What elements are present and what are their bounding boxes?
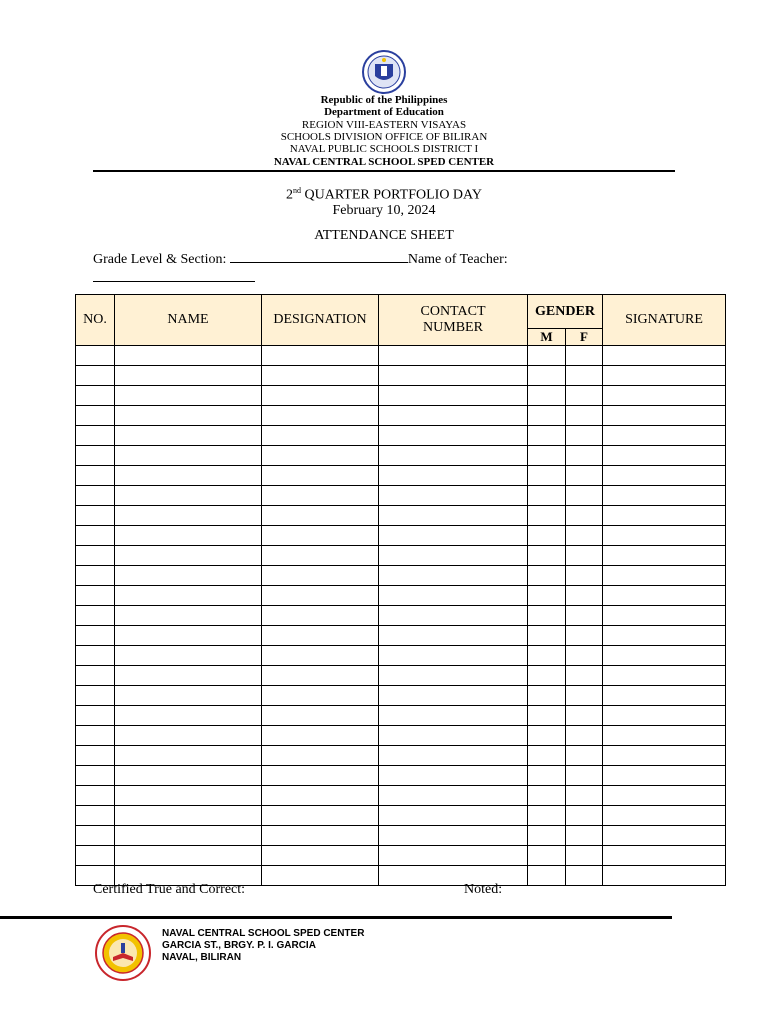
cell-contact[interactable] bbox=[379, 746, 528, 766]
cell-female[interactable] bbox=[566, 786, 603, 806]
cell-name[interactable] bbox=[115, 526, 262, 546]
grade-teacher-line bbox=[93, 250, 508, 268]
cell-designation[interactable] bbox=[262, 686, 379, 706]
cell-male[interactable] bbox=[528, 746, 566, 766]
cell-male[interactable] bbox=[528, 406, 566, 426]
republic-line: Republic of the Philippines bbox=[320, 94, 448, 106]
cell-signature[interactable] bbox=[603, 686, 726, 706]
cell-designation[interactable] bbox=[262, 486, 379, 506]
cell-contact[interactable] bbox=[379, 766, 528, 786]
cell-designation[interactable] bbox=[262, 746, 379, 766]
table-row bbox=[76, 506, 726, 526]
cell-female[interactable] bbox=[566, 666, 603, 686]
cell-no[interactable] bbox=[76, 546, 115, 566]
cell-female[interactable] bbox=[566, 746, 603, 766]
cell-no[interactable] bbox=[76, 806, 115, 826]
cell-male[interactable] bbox=[528, 806, 566, 826]
event-title: 2nd QUARTER PORTFOLIO DAY bbox=[286, 186, 482, 203]
cell-contact[interactable] bbox=[379, 526, 528, 546]
cell-no[interactable] bbox=[76, 446, 115, 466]
cell-name[interactable] bbox=[115, 826, 262, 846]
cell-designation[interactable] bbox=[262, 346, 379, 366]
district-line: NAVAL PUBLIC SCHOOLS DISTRICT I bbox=[289, 143, 479, 155]
cell-contact[interactable] bbox=[379, 666, 528, 686]
cell-contact[interactable] bbox=[379, 386, 528, 406]
cell-male[interactable] bbox=[528, 486, 566, 506]
cell-male[interactable] bbox=[528, 846, 566, 866]
cell-name[interactable] bbox=[115, 366, 262, 386]
cell-no[interactable] bbox=[76, 846, 115, 866]
table-row bbox=[76, 526, 726, 546]
table-row bbox=[76, 626, 726, 646]
cell-male[interactable] bbox=[528, 546, 566, 566]
cell-female[interactable] bbox=[566, 546, 603, 566]
cell-signature[interactable] bbox=[603, 866, 726, 886]
col-header-no: NO. bbox=[76, 295, 115, 346]
cell-name[interactable] bbox=[115, 426, 262, 446]
cell-no[interactable] bbox=[76, 646, 115, 666]
cell-no[interactable] bbox=[76, 726, 115, 746]
cell-no[interactable] bbox=[76, 386, 115, 406]
footer-divider bbox=[0, 916, 672, 919]
cell-signature[interactable] bbox=[603, 526, 726, 546]
cell-name[interactable] bbox=[115, 486, 262, 506]
cell-female[interactable] bbox=[566, 446, 603, 466]
table-row bbox=[76, 686, 726, 706]
cell-signature[interactable] bbox=[603, 426, 726, 446]
table-row bbox=[76, 746, 726, 766]
cell-name[interactable] bbox=[115, 606, 262, 626]
table-row bbox=[76, 826, 726, 846]
cell-female[interactable] bbox=[566, 426, 603, 446]
teacher-field[interactable] bbox=[93, 281, 255, 282]
cell-no[interactable] bbox=[76, 666, 115, 686]
cell-male[interactable] bbox=[528, 566, 566, 586]
grade-label: Grade Level & Section: bbox=[93, 252, 230, 267]
cell-female[interactable] bbox=[566, 806, 603, 826]
cell-designation[interactable] bbox=[262, 806, 379, 826]
cell-name[interactable] bbox=[115, 786, 262, 806]
cell-name[interactable] bbox=[115, 806, 262, 826]
table-row bbox=[76, 406, 726, 426]
cell-contact[interactable] bbox=[379, 426, 528, 446]
cell-contact[interactable] bbox=[379, 786, 528, 806]
cell-male[interactable] bbox=[528, 446, 566, 466]
cell-male[interactable] bbox=[528, 706, 566, 726]
cell-contact[interactable] bbox=[379, 706, 528, 726]
cell-female[interactable] bbox=[566, 366, 603, 386]
cell-male[interactable] bbox=[528, 646, 566, 666]
table-row bbox=[76, 386, 726, 406]
cell-no[interactable] bbox=[76, 686, 115, 706]
cell-female[interactable] bbox=[566, 726, 603, 746]
cell-contact[interactable] bbox=[379, 346, 528, 366]
col-header-signature: SIGNATURE bbox=[603, 295, 726, 346]
cell-signature[interactable] bbox=[603, 346, 726, 366]
cell-no[interactable] bbox=[76, 366, 115, 386]
cell-signature[interactable] bbox=[603, 546, 726, 566]
department-line: Department of Education bbox=[324, 106, 444, 118]
cell-signature[interactable] bbox=[603, 786, 726, 806]
cell-contact[interactable] bbox=[379, 626, 528, 646]
cell-name[interactable] bbox=[115, 386, 262, 406]
cell-male[interactable] bbox=[528, 786, 566, 806]
cell-designation[interactable] bbox=[262, 706, 379, 726]
cell-name[interactable] bbox=[115, 726, 262, 746]
table-row bbox=[76, 666, 726, 686]
cell-designation[interactable] bbox=[262, 386, 379, 406]
col-header-name: NAME bbox=[115, 295, 262, 346]
cell-female[interactable] bbox=[566, 406, 603, 426]
table-row bbox=[76, 486, 726, 506]
cell-male[interactable] bbox=[528, 466, 566, 486]
col-header-gender: GENDER bbox=[528, 295, 603, 329]
cell-contact[interactable] bbox=[379, 546, 528, 566]
cell-name[interactable] bbox=[115, 566, 262, 586]
table-row bbox=[76, 466, 726, 486]
cell-designation[interactable] bbox=[262, 586, 379, 606]
cell-contact[interactable] bbox=[379, 726, 528, 746]
cell-name[interactable] bbox=[115, 766, 262, 786]
cell-male[interactable] bbox=[528, 386, 566, 406]
footer-street: GARCIA ST., BRGY. P. I. GARCIA bbox=[162, 940, 316, 951]
cell-female[interactable] bbox=[566, 526, 603, 546]
cell-signature[interactable] bbox=[603, 606, 726, 626]
table-row bbox=[76, 606, 726, 626]
sheet-title: ATTENDANCE SHEET bbox=[314, 228, 454, 243]
cell-no[interactable] bbox=[76, 506, 115, 526]
table-row bbox=[76, 806, 726, 826]
cell-signature[interactable] bbox=[603, 806, 726, 826]
cell-designation[interactable] bbox=[262, 466, 379, 486]
cell-no[interactable] bbox=[76, 566, 115, 586]
table-row bbox=[76, 546, 726, 566]
noted-label: Noted: bbox=[464, 882, 503, 897]
cell-designation[interactable] bbox=[262, 766, 379, 786]
col-header-designation: DESIGNATION bbox=[262, 295, 379, 346]
cell-contact[interactable] bbox=[379, 586, 528, 606]
cell-no[interactable] bbox=[76, 626, 115, 646]
cell-no[interactable] bbox=[76, 606, 115, 626]
cell-name[interactable] bbox=[115, 466, 262, 486]
cell-female[interactable] bbox=[566, 346, 603, 366]
cell-name[interactable] bbox=[115, 846, 262, 866]
cell-no[interactable] bbox=[76, 486, 115, 506]
school-line: NAVAL CENTRAL SCHOOL SPED CENTER bbox=[273, 156, 495, 168]
cell-name[interactable] bbox=[115, 586, 262, 606]
cell-designation[interactable] bbox=[262, 626, 379, 646]
cell-female[interactable] bbox=[566, 766, 603, 786]
table-row bbox=[76, 586, 726, 606]
event-date: February 10, 2024 bbox=[332, 203, 436, 218]
cell-contact[interactable] bbox=[379, 486, 528, 506]
cell-female[interactable] bbox=[566, 626, 603, 646]
cell-male[interactable] bbox=[528, 346, 566, 366]
cell-female[interactable] bbox=[566, 586, 603, 606]
cell-signature[interactable] bbox=[603, 726, 726, 746]
cell-signature[interactable] bbox=[603, 406, 726, 426]
cell-contact[interactable] bbox=[379, 446, 528, 466]
cell-signature[interactable] bbox=[603, 466, 726, 486]
cell-signature[interactable] bbox=[603, 446, 726, 466]
cell-male[interactable] bbox=[528, 866, 566, 886]
cell-male[interactable] bbox=[528, 666, 566, 686]
cell-designation[interactable] bbox=[262, 666, 379, 686]
cell-no[interactable] bbox=[76, 526, 115, 546]
teacher-label: Name of Teacher: bbox=[407, 252, 508, 267]
cell-male[interactable] bbox=[528, 726, 566, 746]
cell-female[interactable] bbox=[566, 566, 603, 586]
cell-female[interactable] bbox=[566, 846, 603, 866]
division-line: SCHOOLS DIVISION OFFICE OF BILIRAN bbox=[280, 131, 488, 143]
cell-name[interactable] bbox=[115, 506, 262, 526]
cell-male[interactable] bbox=[528, 506, 566, 526]
cell-designation[interactable] bbox=[262, 366, 379, 386]
col-header-female: F bbox=[566, 329, 603, 346]
cell-designation[interactable] bbox=[262, 546, 379, 566]
cell-designation[interactable] bbox=[262, 826, 379, 846]
cell-name[interactable] bbox=[115, 666, 262, 686]
region-line: REGION VIII-EASTERN VISAYAS bbox=[301, 119, 467, 131]
cell-contact[interactable] bbox=[379, 866, 528, 886]
cell-designation[interactable] bbox=[262, 606, 379, 626]
cell-no[interactable] bbox=[76, 746, 115, 766]
cell-contact[interactable] bbox=[379, 646, 528, 666]
cell-designation[interactable] bbox=[262, 426, 379, 446]
cell-signature[interactable] bbox=[603, 586, 726, 606]
cell-male[interactable] bbox=[528, 826, 566, 846]
cell-name[interactable] bbox=[115, 706, 262, 726]
table-row bbox=[76, 566, 726, 586]
cell-male[interactable] bbox=[528, 626, 566, 646]
table-row bbox=[76, 446, 726, 466]
table-row bbox=[76, 426, 726, 446]
header-divider bbox=[93, 170, 675, 172]
table-row bbox=[76, 726, 726, 746]
cell-contact[interactable] bbox=[379, 846, 528, 866]
table-row bbox=[76, 366, 726, 386]
cell-signature[interactable] bbox=[603, 666, 726, 686]
footer-town: NAVAL, BILIRAN bbox=[162, 952, 242, 963]
cell-name[interactable] bbox=[115, 646, 262, 666]
table-row bbox=[76, 646, 726, 666]
cell-designation[interactable] bbox=[262, 726, 379, 746]
attendance-table bbox=[75, 294, 726, 886]
table-row bbox=[76, 346, 726, 366]
cell-signature[interactable] bbox=[603, 386, 726, 406]
certified-label: Certified True and Correct: bbox=[93, 882, 246, 897]
cell-name[interactable] bbox=[115, 406, 262, 426]
cell-signature[interactable] bbox=[603, 486, 726, 506]
cell-no[interactable] bbox=[76, 426, 115, 446]
cell-contact[interactable] bbox=[379, 826, 528, 846]
cell-signature[interactable] bbox=[603, 646, 726, 666]
cell-designation[interactable] bbox=[262, 506, 379, 526]
cell-male[interactable] bbox=[528, 526, 566, 546]
cell-female[interactable] bbox=[566, 386, 603, 406]
cell-signature[interactable] bbox=[603, 706, 726, 726]
cell-contact[interactable] bbox=[379, 506, 528, 526]
cell-no[interactable] bbox=[76, 346, 115, 366]
cell-name[interactable] bbox=[115, 346, 262, 366]
cell-signature[interactable] bbox=[603, 566, 726, 586]
cell-designation[interactable] bbox=[262, 646, 379, 666]
cell-male[interactable] bbox=[528, 426, 566, 446]
table-row bbox=[76, 766, 726, 786]
cell-name[interactable] bbox=[115, 626, 262, 646]
deped-seal-icon bbox=[355, 50, 413, 94]
cell-name[interactable] bbox=[115, 546, 262, 566]
cell-contact[interactable] bbox=[379, 806, 528, 826]
cell-male[interactable] bbox=[528, 586, 566, 606]
cell-designation[interactable] bbox=[262, 786, 379, 806]
grade-field[interactable] bbox=[230, 250, 408, 263]
cell-no[interactable] bbox=[76, 586, 115, 606]
cell-designation[interactable] bbox=[262, 566, 379, 586]
cell-contact[interactable] bbox=[379, 566, 528, 586]
cell-no[interactable] bbox=[76, 706, 115, 726]
cell-name[interactable] bbox=[115, 686, 262, 706]
cell-female[interactable] bbox=[566, 506, 603, 526]
cell-female[interactable] bbox=[566, 686, 603, 706]
cell-female[interactable] bbox=[566, 826, 603, 846]
cell-contact[interactable] bbox=[379, 406, 528, 426]
cell-contact[interactable] bbox=[379, 686, 528, 706]
cell-contact[interactable] bbox=[379, 466, 528, 486]
cell-designation[interactable] bbox=[262, 406, 379, 426]
cell-no[interactable] bbox=[76, 826, 115, 846]
cell-no[interactable] bbox=[76, 786, 115, 806]
col-header-male: M bbox=[528, 329, 566, 346]
col-header-contact: CONTACT NUMBER bbox=[379, 295, 528, 346]
cell-no[interactable] bbox=[76, 406, 115, 426]
cell-signature[interactable] bbox=[603, 366, 726, 386]
cell-signature[interactable] bbox=[603, 626, 726, 646]
table-row bbox=[76, 786, 726, 806]
cell-contact[interactable] bbox=[379, 606, 528, 626]
cell-male[interactable] bbox=[528, 606, 566, 626]
table-row bbox=[76, 846, 726, 866]
cell-designation[interactable] bbox=[262, 526, 379, 546]
cell-female[interactable] bbox=[566, 706, 603, 726]
cell-female[interactable] bbox=[566, 466, 603, 486]
cell-designation[interactable] bbox=[262, 866, 379, 886]
cell-female[interactable] bbox=[566, 866, 603, 886]
cell-male[interactable] bbox=[528, 766, 566, 786]
school-logo-icon bbox=[95, 925, 151, 981]
cell-signature[interactable] bbox=[603, 746, 726, 766]
cell-signature[interactable] bbox=[603, 506, 726, 526]
cell-female[interactable] bbox=[566, 646, 603, 666]
cell-contact[interactable] bbox=[379, 366, 528, 386]
cell-no[interactable] bbox=[76, 766, 115, 786]
cell-signature[interactable] bbox=[603, 826, 726, 846]
cell-signature[interactable] bbox=[603, 846, 726, 866]
cell-female[interactable] bbox=[566, 486, 603, 506]
table-row bbox=[76, 706, 726, 726]
cell-no[interactable] bbox=[76, 466, 115, 486]
footer-school-name: NAVAL CENTRAL SCHOOL SPED CENTER bbox=[162, 928, 365, 939]
cell-name[interactable] bbox=[115, 746, 262, 766]
cell-designation[interactable] bbox=[262, 846, 379, 866]
cell-female[interactable] bbox=[566, 606, 603, 626]
cell-male[interactable] bbox=[528, 686, 566, 706]
cell-male[interactable] bbox=[528, 366, 566, 386]
cell-signature[interactable] bbox=[603, 766, 726, 786]
cell-designation[interactable] bbox=[262, 446, 379, 466]
cell-name[interactable] bbox=[115, 446, 262, 466]
